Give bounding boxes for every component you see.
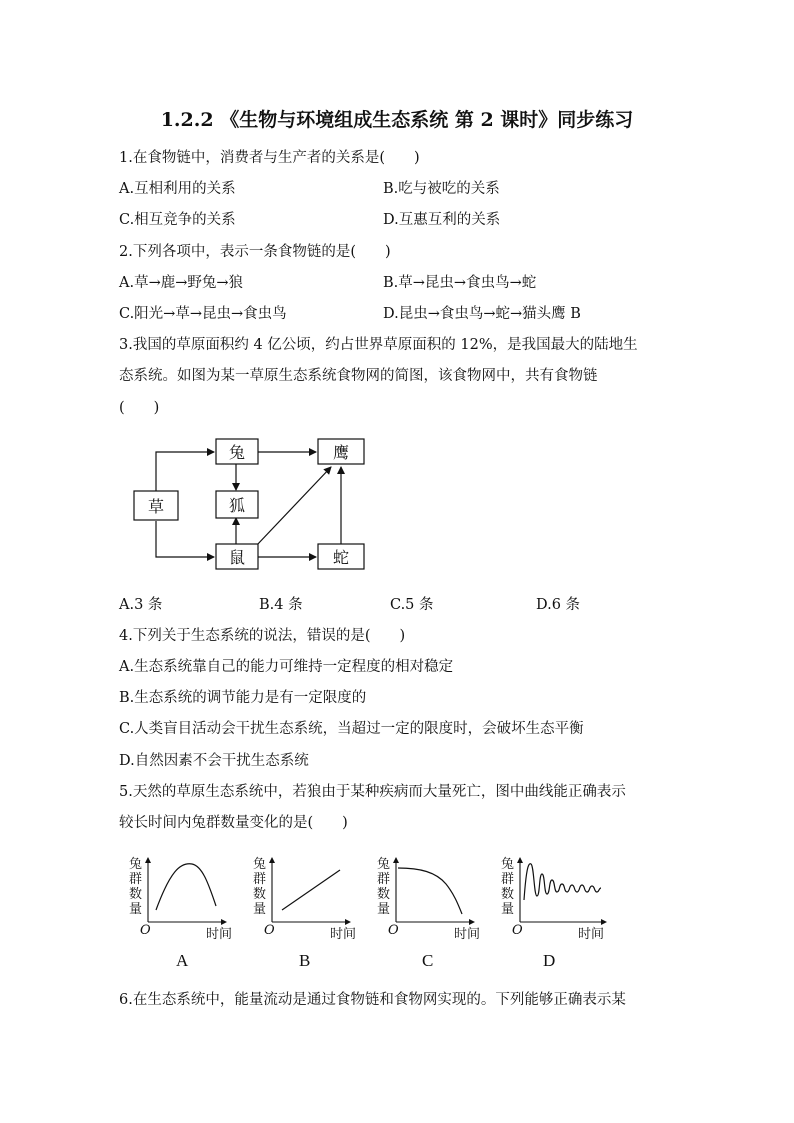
graph-d-xlabel: 时间 (578, 927, 605, 942)
question-2-option-d[interactable]: D.昆虫→食虫鸟→蛇→猫头鹰 B (383, 306, 581, 322)
question-2-option-c[interactable]: C.阳光→草→昆虫→食虫鸟 (119, 306, 287, 322)
question-1-stem: 1.在食物链中，消费者与生产者的关系是( ) (119, 150, 420, 166)
graph-a-ylabel-4: 量 (129, 902, 143, 917)
graph-b-ylabel-1: 兔 (253, 857, 267, 872)
graph-c-ylabel-4: 量 (377, 902, 391, 917)
question-5-stem-line-2: 较长时间内兔群数量变化的是( ) (119, 815, 348, 831)
curve-d (524, 864, 601, 900)
graph-a-ylabel-3: 数 (129, 887, 143, 902)
graph-a-origin: O (140, 923, 151, 938)
question-3-stem-line-2: 态系统。如图为某一草原生态系统食物网的简图，该食物网中，共有食物链 (119, 368, 598, 384)
graph-d (501, 857, 606, 942)
page-title: 1.2.2 《生物与环境组成生态系统 第 2 课时》同步练习 (160, 109, 634, 131)
graph-b-ylabel-4: 量 (253, 902, 267, 917)
question-2-option-a[interactable]: A.草→鹿→野兔→狼 (119, 275, 244, 291)
question-1-option-b[interactable]: B.吃与被吃的关系 (383, 181, 500, 197)
graph-a (129, 857, 232, 942)
node-rabbit: 兔 (228, 443, 246, 462)
node-snake: 蛇 (332, 548, 350, 567)
question-3-option-b[interactable]: B.4 条 (259, 597, 303, 613)
graph-c-ylabel-2: 群 (377, 872, 391, 887)
graph-label-a[interactable]: A (176, 951, 189, 970)
graph-c-ylabel-1: 兔 (377, 857, 391, 872)
graph-d-ylabel-2: 群 (501, 872, 515, 887)
question-3-option-c[interactable]: C.5 条 (390, 597, 434, 613)
question-3-option-d[interactable]: D.6 条 (536, 597, 581, 613)
edge-mouse-eagle (256, 467, 331, 546)
graph-b (253, 857, 356, 942)
question-4-option-b[interactable]: B.生态系统的调节能力是有一定限度的 (119, 690, 367, 706)
question-3-option-a[interactable]: A.3 条 (119, 597, 163, 613)
question-6-stem: 6.在生态系统中，能量流动是通过食物链和食物网实现的。下列能够正确表示某 (119, 992, 626, 1008)
edge-grass-rabbit (156, 452, 214, 491)
graph-a-ylabel-1: 兔 (129, 857, 143, 872)
graph-label-b[interactable]: B (299, 951, 311, 970)
curve-c (398, 868, 462, 914)
graph-c-origin: O (388, 923, 399, 938)
graph-c-xlabel: 时间 (454, 927, 481, 942)
graph-c-ylabel-3: 数 (377, 887, 391, 902)
question-3-stem-line-1: 3.我国的草原面积约 4 亿公顷，约占世界草原面积的 12%，是我国最大的陆地生 (119, 337, 638, 353)
question-2-stem: 2.下列各项中，表示一条食物链的是( ) (119, 244, 391, 260)
graph-label-d[interactable]: D (543, 951, 556, 970)
question-4-stem: 4.下列关于生态系统的说法，错误的是( ) (119, 628, 406, 644)
graph-b-origin: O (264, 923, 275, 938)
graph-b-ylabel-3: 数 (253, 887, 267, 902)
graph-b-ylabel-2: 群 (253, 872, 267, 887)
graph-label-c[interactable]: C (422, 951, 434, 970)
graph-c (377, 857, 480, 942)
edge-grass-mouse (156, 521, 214, 557)
question-5-stem-line-1: 5.天然的草原生态系统中，若狼由于某种疾病而大量死亡，图中曲线能正确表示 (119, 784, 626, 800)
curve-b (282, 870, 340, 910)
question-4-option-c[interactable]: C.人类盲目活动会干扰生态系统，当超过一定的限度时，会破坏生态平衡 (119, 721, 584, 737)
question-2-option-b[interactable]: B.草→昆虫→食虫鸟→蛇 (383, 275, 537, 291)
graph-d-ylabel-4: 量 (501, 902, 515, 917)
graph-a-xlabel: 时间 (206, 927, 233, 942)
question-4-option-a[interactable]: A.生态系统靠自己的能力可维持一定程度的相对稳定 (119, 659, 454, 675)
node-eagle: 鹰 (332, 443, 350, 462)
node-fox: 狐 (228, 496, 246, 515)
graph-d-ylabel-1: 兔 (501, 857, 515, 872)
question-3-stem-line-3: ( ) (119, 400, 160, 416)
graph-b-xlabel: 时间 (330, 927, 357, 942)
food-web-diagram (130, 434, 370, 574)
graph-a-ylabel-2: 群 (129, 872, 143, 887)
population-graphs (122, 852, 612, 944)
question-1-option-d[interactable]: D.互惠互利的关系 (383, 212, 501, 228)
curve-a (156, 864, 216, 910)
node-grass: 草 (147, 497, 165, 516)
graph-d-origin: O (512, 923, 523, 938)
question-1-option-c[interactable]: C.相互竞争的关系 (119, 212, 236, 228)
graph-d-ylabel-3: 数 (501, 887, 515, 902)
node-mouse: 鼠 (228, 548, 246, 567)
question-4-option-d[interactable]: D.自然因素不会干扰生态系统 (119, 753, 309, 769)
question-1-option-a[interactable]: A.互相利用的关系 (119, 181, 236, 197)
